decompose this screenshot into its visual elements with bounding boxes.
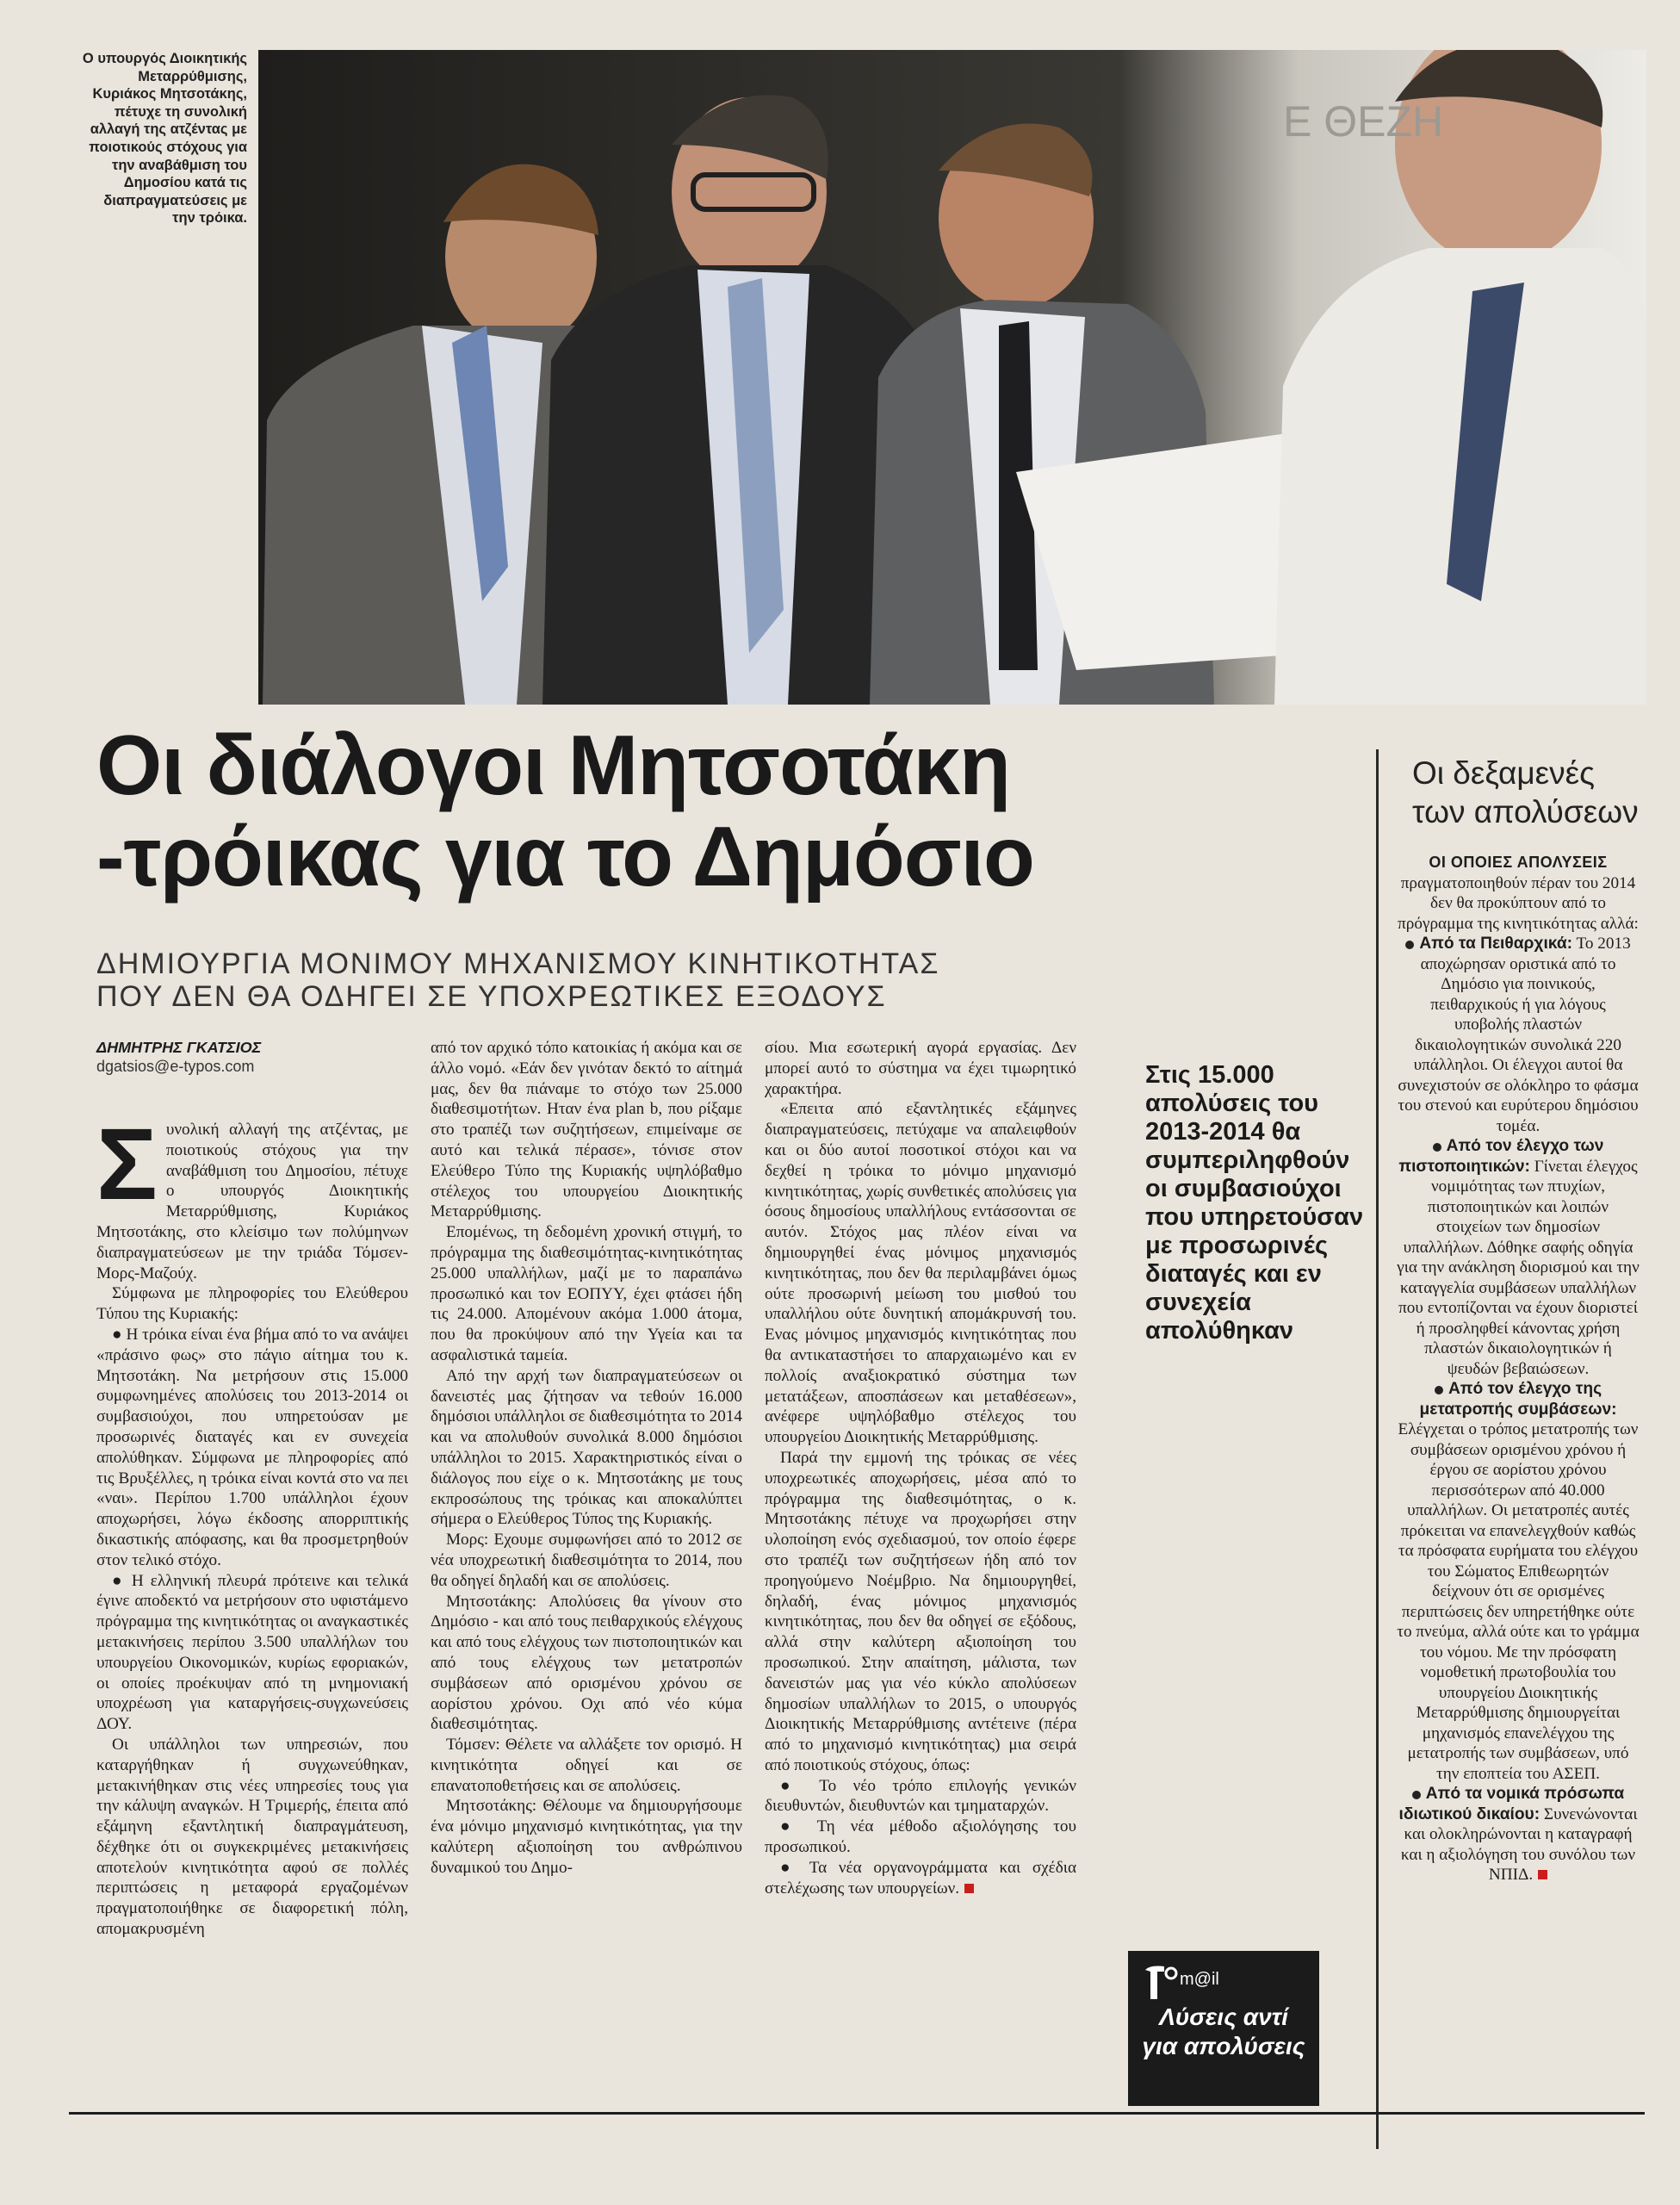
- sidebar-item-text: Γίνεται έλεγχος νομιμότητας των πτυχίων, πιστοποιητικών και λοιπών στοιχείων των δημοσίων υπαλλήλων. Δόθηκε σαφής οδηγία για την ανάκληση διορισμού και την καταγγελία συμβάσεων υπαλλήλων που εντοπίζονται να έχουν διοριστεί ή προσληφθεί κάνοντας χρήση πλαστών δικαιολογητικών ή ψευδών βεβαιώσεων.: [1397, 1157, 1640, 1378]
- sidebar-title-line: Οι δεξαμενές: [1412, 755, 1595, 791]
- article-column-2: [431, 1038, 742, 2093]
- article-paragraph: από τον αρχικό τόπο κατοικίας ή ακόμα και σε άλλο νομό. «Εάν δεν γινόταν δεκτό το αίτημά μας, δεν θα πιάναμε το στόχο των 25.000 διαθεσιμοτήτων. Ηταν ένα plan b, που ρίξαμε στο τραπέζι των συζητήσεων, επιμείναμε σε αυτό και τελικά πέρασε», τόνισε στον Ελεύθερο Τύπο της Κυριακής υψηλόβαθμο στέλεχος του υπουργείου Διοικητικής Μεταρρύθμισης.: [431, 1039, 742, 1221]
- article-paragraph: «Επειτα από εξαντλητικές εξάμηνες διαπραγματεύσεις, πετύχαμε να απαλειφθούν και οι δύο αυτοί ποσοτικοί στόχοι και να δεχθεί η τρόικα το μόνιμο μηχανισμό κινητικότητας, χωρίς συνθετικές απολύσεις για όσους δημοσίους υπαλλήλους εντάσσονται σε αυτόν. Στόχος μας πλέον είναι να δημιουργηθεί ένας μόνιμος μηχανισμός κινητικότητας, που δεν θα περιλαμβάνει όμως ούτε προσωρινή μείωση του μισθού του υπαλλήλου ούτε δυνητική απομάκρυνσή του. Ενας μόνιμος μηχανισμός κινητικότητας που θα αντικαταστήσει το απαρχαιωμένο και εν πολλοίς αναξιοκρατικό σύστημα των μετατάξεων, αποσπάσεων και μεταθέσεων», ανέφερε υψηλόβαθμο στέλεχος του υπουργείου Διοικητικής Μεταρρύθμισης.: [765, 1100, 1076, 1447]
- article-paragraph: σίου. Μια εσωτερική αγορά εργασίας. Δεν μπορεί αυτό το σύστημα να έχει τιμωρητικό χαρακτήρα.: [765, 1039, 1076, 1098]
- headline: [96, 719, 1336, 902]
- article-paragraph: [765, 1858, 1076, 1899]
- sidebar-item-text: Το 2013 αποχώρησαν οριστικά από το Δημόσιο για ποινικούς, πειθαρχικούς ή για λόγους υποβολής πλαστών δικαιολογητικών συνολικά 220 υπάλληλοι. Οι έλεγχοι αυτοί θα συνεχιστούν σε ολόκληρο το φάσμα του στενού και ευρύτερου δημόσιου τομέα.: [1398, 935, 1639, 1135]
- article-photo: [258, 50, 1646, 705]
- pull-quote: Στις 15.000 απολύσεις του 2013-2014 θα συμπεριληφθούν οι συμβασιούχοι που υπηρετούσαν με προσωρινές διαταγές και εν συνεχεία απολύθηκαν: [1145, 1061, 1364, 1345]
- tmail-brand: m@il: [1180, 1970, 1219, 1989]
- article-paragraph: ● Η ελληνική πλευρά πρότεινε και τελικά έγινε αποδεκτό να μετρήσουν στο υφιστάμενο πρόγραμμα της κινητικότητας οι αναγκαστικές μετακινήσεις περίπου 3.500 υπαλλήλων του υπουργείου Οικονομικών, κυρίως εφοριακών, οι οποίες προέκυψαν από τη μνημονιακή υποχρέωση για καταργήσεις-συγχωνεύσεις ΔΟΥ.: [96, 1571, 408, 1734]
- article-paragraph: Παρά την εμμονή της τρόικας σε νέες υποχρεωτικές αποχωρήσεις, μέσα από το πρόγραμμα της διαθεσιμότητας, ο κ. Μητσοτάκης πέτυχε να προχωρήσει στην υλοποίηση ενός σχεδιασμού, τον οποίο έφερε στο τραπέζι των συζητήσεων ήδη από τον προηγούμενο Νοέμβριο. Να δημιουργηθεί, δηλαδή, ένας μόνιμος μηχανισμός κινητικότητας, που δεν θα οδηγεί σε εξόδους, αλλά στην καλύτερη αξιοποίηση του προσωπικού. Στην απαίτηση, μάλιστα, των δανειστών μας για νέο κύκλο απολύσεων δημοσίων υπαλλήλων το 2015, ο υπουργός Διοικητικής Μεταρρύθμισης αντέτεινε (πέρα από το μηχανισμό κινητικότητας) μια σειρά από ποιοτικούς στόχους, όπως:: [765, 1448, 1076, 1774]
- article-paragraph: ● Το νέο τρόπο επιλογής γενικών διευθυντών, διευθυντών και τμηματαρχών.: [765, 1776, 1076, 1816]
- sidebar-item: [1397, 1379, 1640, 1784]
- paragraph-text: υνολική αλλαγή της ατζέντας, με ποιοτικούς στόχους για την αναβάθμιση του Δημοσίου, πέτυχε ο υπουργός Διοικητικής Μεταρρύθμισης, Κυριάκος Μητσοτάκης, στο κλείσιμο των πολύμηνων διαπραγματεύσεων με την τριάδα Τόμσεν-Μορς-Μαζούχ.: [96, 1121, 408, 1283]
- author-email: dgatsios@e-typos.com: [96, 1058, 255, 1075]
- sidebar-item-text: Συνενώνονται και ολοκληρώνονται η καταγραφή και η αξιολόγηση του συνόλου των ΝΠΙΔ.: [1400, 1804, 1638, 1884]
- byline: [96, 1038, 406, 1076]
- bullet-icon: [1435, 1386, 1443, 1394]
- bullet-icon: [1412, 1791, 1421, 1799]
- sidebar-intro-text: πραγματοποιηθούν πέραν του 2014 δεν θα προκύπτουν από το πρόγραμμα της κινητικότητας αλλά:: [1398, 873, 1639, 933]
- svg-text:Ε ΘΕΖΗ: Ε ΘΕΖΗ: [1283, 97, 1444, 146]
- bullet-icon: [1405, 941, 1414, 949]
- subheadline-line: ΔΗΜΙΟΥΡΓΙΑ ΜΟΝΙΜΟΥ ΜΗΧΑΝΙΣΜΟΥ ΚΙΝΗΤΙΚΟΤΗΤΑΣ: [96, 947, 940, 980]
- sidebar-lead: ΟΙ ΟΠΟΙΕΣ ΑΠΟΛΥΣΕΙΣ: [1429, 854, 1608, 871]
- article-paragraph: Μορς: Εχουμε συμφωνήσει από το 2012 σε νέα υποχρεωτική διαθεσιμότητα το 2014, που θα οδηγεί δηλαδή και σε απολύσεις.: [431, 1531, 742, 1590]
- tmail-title: Λύσεις αντί για απολύσεις: [1142, 2003, 1305, 2059]
- article-paragraph: Τόμσεν: Θέλετε να αλλάξετε τον ορισμό. Η κινητικότητα οδηγεί και σε επανατοποθετήσεις και σε απολύσεις.: [431, 1736, 742, 1795]
- article-paragraph: ● Η τρόικα είναι ένα βήμα από το να ανάψει «πράσινο φως» στο πάγιο αίτημα του κ. Μητσοτάκη. Να μετρήσουν στις 15.000 συμφωνημένες απολύσεις του 2013-2014 οι συμβασιούχοι, που υπηρετούσαν με προσωρινές διαταγές και εν συνεχεία απολύθηκαν. Σύμφωνα με πληροφορίες από τις Βρυξέλλες, η τρόικα είναι κοντά στο να πει «ναι». Περίπου 1.700 υπάλληλοι έχουν αποχωρήσει, λόγω έκδοσης απορριπτικής δικαστικής απόφασης, και θα προσμετρηθούν στον τελικό στόχο.: [96, 1325, 408, 1569]
- article-paragraph: Σύμφωνα με πληροφορίες του Ελεύθερου Τύπου της Κυριακής:: [96, 1284, 408, 1324]
- end-mark-icon: [964, 1884, 974, 1893]
- sidebar-item-label: Από τα Πειθαρχικά:: [1419, 935, 1573, 953]
- article-column-3: [765, 1038, 1076, 2093]
- sidebar-item-label: Από τα νομικά πρόσωπα ιδιωτικού δικαίου:: [1398, 1785, 1625, 1823]
- article-paragraph: ● Τη νέα μέθοδο αξιολόγησης του προσωπικού.: [765, 1817, 1076, 1857]
- bullet-icon: [1433, 1143, 1441, 1152]
- end-mark-icon: [1538, 1870, 1547, 1879]
- sidebar-item-label: Από τον έλεγχο των πιστοποιητικών:: [1398, 1137, 1604, 1176]
- photo-caption: Ο υπουργός Διοικητικής Μεταρρύθμισης, Κυριάκος Μητσοτάκης, πέτυχε τη συνολική αλλαγή της ατζέντας με ποιοτικούς στόχους για την αναβάθμιση του Δημοσίου κατά τις διαπραγματεύσεις με την τρόικα.: [82, 51, 247, 227]
- headline-line: -τρόικας για το Δημόσιο: [96, 809, 1034, 904]
- sidebar-item: [1397, 1784, 1640, 1885]
- sidebar-item-text: Ελέγχεται ο τρόπος μετατροπής των συμβάσεων ορισμένου χρόνου ή έργου σε αορίστου χρόνου περισσότερων από 40.000 υπαλλήλων. Οι μετατροπές αυτές πρόκειται να επανελεγχθούν καθώς τα πρόσφατα ευρήματα του ελέγχου του Σώματος Επιθεωρητών δείχνουν ότι σε ορισμένες περιπτώσεις δεν υπηρετήθηκε ούτε το πνεύμα, αλλά ούτε και το γράμμα του νόμου. Με την πρόσφατη νομοθετική πρωτοβουλία του υπουργείου Διοικητικής Μεταρρύθμισης δημιουργείται μηχανισμός επανελέγχου της μετατροπής των συμβάσεων, υπό την εποπτεία του ΑΣΕΠ.: [1397, 1420, 1640, 1783]
- sidebar-item: [1397, 1136, 1640, 1379]
- subheadline: [96, 947, 1113, 1013]
- photo-illustration: [258, 50, 1646, 705]
- paragraph-text: ● Τα νέα οργανογράμματα και σχέδια στελέχωσης των υπουργείων.: [765, 1858, 1076, 1898]
- article-paragraph: Από την αρχή των διαπραγματεύσεων οι δανειστές μας ζήτησαν να τεθούν 16.000 δημόσιοι υπάλληλοι σε διαθεσιμότητα το 2014 και να απολυθούν συνολικά 8.000 δημόσιοι υπάλληλοι το 2015. Χαρακτηριστικός είναι ο διάλογος που είχε ο κ. Μητσοτάκης με τους εκπροσώπους της τρόικας και αποκαλύπτει σήμερα ο Ελεύθερος Τύπος της Κυριακής.: [431, 1366, 742, 1529]
- sidebar-item-label: Από τον έλεγχο της μετατροπής συμβάσεων:: [1419, 1380, 1617, 1419]
- article-paragraph: [96, 1120, 408, 1283]
- sidebar: [1397, 853, 1640, 2145]
- author-name: ΔΗΜΗΤΡΗΣ ΓΚΑΤΣΙΟΣ: [96, 1039, 262, 1056]
- sidebar-title-line: των απολύσεων: [1412, 794, 1639, 829]
- subheadline-line: ΠΟΥ ΔΕΝ ΘΑ ΟΔΗΓΕΙ ΣΕ ΥΠΟΧΡΕΩΤΙΚΕΣ ΕΞΟΔΟΥΣ: [96, 980, 887, 1013]
- bottom-divider: [69, 2112, 1645, 2115]
- article-paragraph: Μητσοτάκης: Απολύσεις θα γίνουν στο Δημόσιο - και από τους πειθαρχικούς ελέγχους και από τους ελέγχους των πιστοποιητικών και από τους ελέγχους των μετατροπών συμβάσεων από ορισμένου χρόνου σε αορίστου χρόνου. Οχι από νέο κύμα διαθεσιμότητας.: [431, 1592, 742, 1734]
- article-column-1: [96, 1120, 408, 2093]
- article-paragraph: Επομένως, τη δεδομένη χρονική στιγμή, το πρόγραμμα της διαθεσιμότητας-κινητικότητας 25.000 υπαλλήλων, μαζί με το παραπάνω προσωπικό και τον ΕΟΠΥΥ, έχει φτάσει ήδη τις 24.000. Απομένουν ακόμα 1.000 άτομα, που θα προκύψουν από την Υγεία και τα ασφαλιστικά ταμεία.: [431, 1223, 742, 1364]
- article-paragraph: Οι υπάλληλοι των υπηρεσιών, που καταργήθηκαν ή συγχωνεύθηκαν, μετακινήθηκαν στις νέες υπηρεσίες τους για την κάλυψη αναγκών. Η Τριμερής, έπειτα από εξάμηνη εξαντλητική διαπραγμάτευση, δέχθηκε ότι οι συγκεκριμένες μετακινήσεις αποτελούν κινητικότητα αφού σε πολλές περιπτώσεις η μεταφορά εργαζομένων πραγματοποιήθηκε σε διαφορετική πόλη, απομακρυσμένη: [96, 1735, 408, 1939]
- drop-cap: Σ: [96, 1120, 158, 1221]
- tmail-box: [1128, 1951, 1319, 2106]
- sidebar-intro: [1397, 853, 1640, 934]
- headline-line: Οι διάλογοι Μητσοτάκη: [96, 717, 1011, 812]
- sidebar-divider: [1376, 749, 1379, 2149]
- sidebar-title: [1412, 754, 1653, 831]
- article-paragraph: Μητσοτάκης: Θέλουμε να δημιουργήσουμε ένα μόνιμο μηχανισμό κινητικότητας, για την καλύτερη αξιοποίηση του ανθρώπινου δυναμικού του Δημο-: [431, 1797, 742, 1877]
- sidebar-item: [1397, 934, 1640, 1136]
